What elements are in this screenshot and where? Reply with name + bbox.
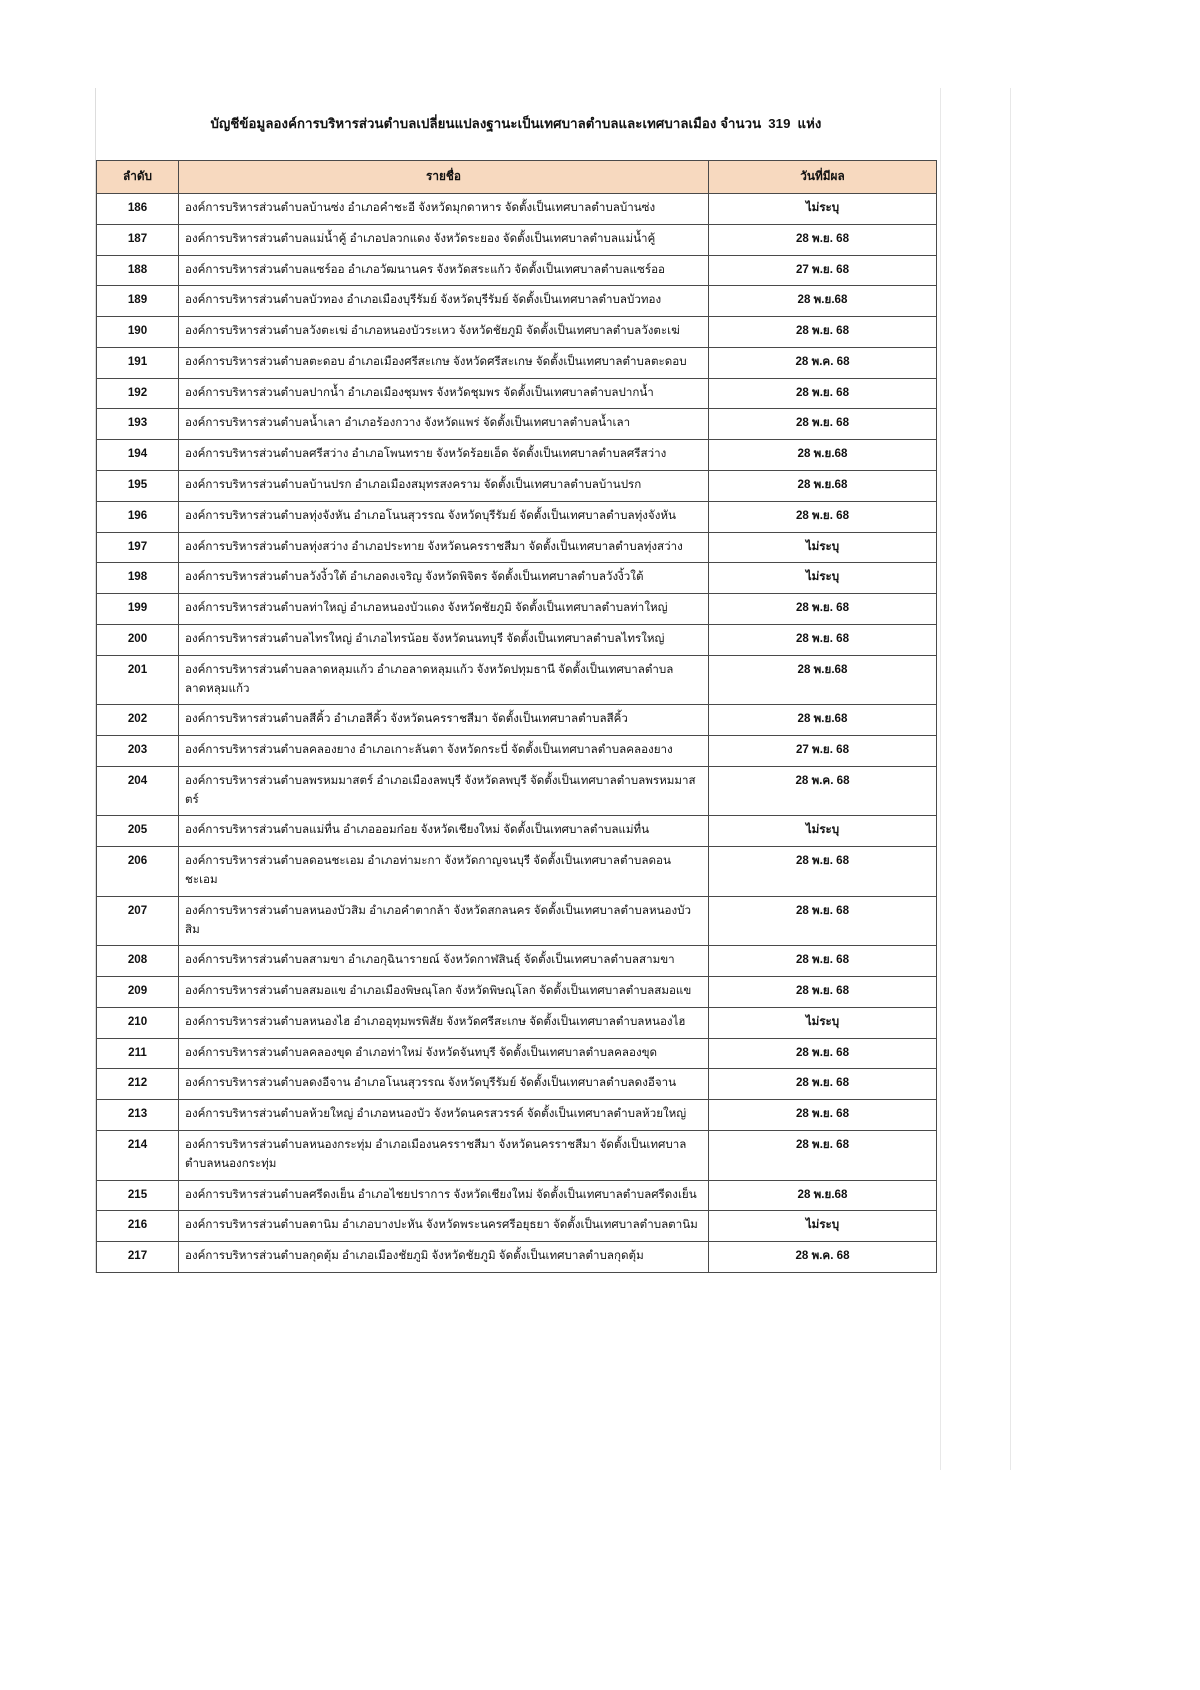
table-row <box>97 286 937 317</box>
table-row <box>97 655 937 705</box>
row-effective-date: 28 พ.ย.68 <box>709 286 937 317</box>
row-number: 208 <box>97 946 179 977</box>
row-number: 190 <box>97 317 179 348</box>
column-header-no: ลำดับ <box>97 161 179 194</box>
row-organization-name: องค์การบริหารส่วนตำบลคลองยาง อำเภอเกาะลันตา จังหวัดกระบี่ จัดตั้งเป็นเทศบาลตำบลคลองยาง <box>179 736 709 767</box>
row-organization-name: องค์การบริหารส่วนตำบลศรีดงเย็น อำเภอไชยปราการ จังหวัดเชียงใหม่ จัดตั้งเป็นเทศบาลตำบลศรีดงเย็น <box>179 1180 709 1211</box>
table-row <box>97 1211 937 1242</box>
row-organization-name: องค์การบริหารส่วนตำบลลาดหลุมแก้ว อำเภอลาดหลุมแก้ว จังหวัดปทุมธานี จัดตั้งเป็นเทศบาลตำบลลาดหลุมแก้ว <box>179 655 709 705</box>
document-title-suffix: แห่ง <box>797 116 822 132</box>
margin-rule-left <box>940 88 941 1470</box>
row-organization-name: องค์การบริหารส่วนตำบลหนองกระทุ่ม อำเภอเมืองนครราชสีมา จังหวัดนครราชสีมา จัดตั้งเป็นเทศบาลตำบลหนองกระทุ่ม <box>179 1131 709 1181</box>
row-organization-name: องค์การบริหารส่วนตำบลสามขา อำเภอกุฉินารายณ์ จังหวัดกาฬสินธุ์ จัดตั้งเป็นเทศบาลตำบลสามขา <box>179 946 709 977</box>
table-row <box>97 440 937 471</box>
row-organization-name: องค์การบริหารส่วนตำบลดอนชะเอม อำเภอท่ามะกา จังหวัดกาญจนบุรี จัดตั้งเป็นเทศบาลตำบลดอนชะเอม <box>179 847 709 897</box>
row-number: 196 <box>97 501 179 532</box>
row-organization-name: องค์การบริหารส่วนตำบลหนองบัวสิม อำเภอคำตากล้า จังหวัดสกลนคร จัดตั้งเป็นเทศบาลตำบลหนองบัวสิม <box>179 896 709 946</box>
row-number: 217 <box>97 1242 179 1273</box>
row-organization-name: องค์การบริหารส่วนตำบลทุ่งจังหัน อำเภอโนนสุวรรณ จังหวัดบุรีรัมย์ จัดตั้งเป็นเทศบาลตำบลทุ่งจังหัน <box>179 501 709 532</box>
row-organization-name: องค์การบริหารส่วนตำบลแซร์ออ อำเภอวัฒนานคร จังหวัดสระแก้ว จัดตั้งเป็นเทศบาลตำบลแซร์ออ <box>179 255 709 286</box>
row-effective-date: 28 พ.ย.68 <box>709 705 937 736</box>
table-row <box>97 347 937 378</box>
row-effective-date: ไม่ระบุ <box>709 194 937 225</box>
row-number: 195 <box>97 471 179 502</box>
row-organization-name: องค์การบริหารส่วนตำบลพรหมมาสตร์ อำเภอเมืองลพบุรี จังหวัดลพบุรี จัดตั้งเป็นเทศบาลตำบลพรหมมาสตร์ <box>179 766 709 816</box>
table-row <box>97 224 937 255</box>
row-organization-name: องค์การบริหารส่วนตำบลตะดอบ อำเภอเมืองศรีสะเกษ จังหวัดศรีสะเกษ จัดตั้งเป็นเทศบาลตำบลตะดอบ <box>179 347 709 378</box>
row-number: 197 <box>97 532 179 563</box>
row-number: 204 <box>97 766 179 816</box>
row-organization-name: องค์การบริหารส่วนตำบลไทรใหญ่ อำเภอไทรน้อย จังหวัดนนทบุรี จัดตั้งเป็นเทศบาลตำบลไทรใหญ่ <box>179 624 709 655</box>
row-number: 198 <box>97 563 179 594</box>
row-number: 200 <box>97 624 179 655</box>
table-row <box>97 766 937 816</box>
document-title <box>211 115 822 132</box>
table-row <box>97 705 937 736</box>
table-row <box>97 409 937 440</box>
row-effective-date: 28 พ.ค. 68 <box>709 1242 937 1273</box>
row-effective-date: ไม่ระบุ <box>709 1007 937 1038</box>
row-number: 205 <box>97 816 179 847</box>
row-effective-date: 28 พ.ย. 68 <box>709 896 937 946</box>
row-effective-date: 28 พ.ย. 68 <box>709 378 937 409</box>
row-number: 215 <box>97 1180 179 1211</box>
row-effective-date: 28 พ.ย. 68 <box>709 1069 937 1100</box>
table-row <box>97 1242 937 1273</box>
table-body <box>97 194 937 1273</box>
row-effective-date: 28 พ.ย.68 <box>709 471 937 502</box>
column-header-name: รายชื่อ <box>179 161 709 194</box>
row-effective-date: 28 พ.ย. 68 <box>709 977 937 1008</box>
row-number: 213 <box>97 1100 179 1131</box>
row-effective-date: 28 พ.ย. 68 <box>709 1038 937 1069</box>
table-row <box>97 563 937 594</box>
row-organization-name: องค์การบริหารส่วนตำบลดงอีจาน อำเภอโนนสุวรรณ จังหวัดบุรีรัมย์ จัดตั้งเป็นเทศบาลตำบลดงอีจาน <box>179 1069 709 1100</box>
row-organization-name: องค์การบริหารส่วนตำบลศรีสว่าง อำเภอโพนทราย จังหวัดร้อยเอ็ด จัดตั้งเป็นเทศบาลตำบลศรีสว่าง <box>179 440 709 471</box>
row-number: 207 <box>97 896 179 946</box>
row-number: 203 <box>97 736 179 767</box>
table-sheet <box>95 88 936 1273</box>
row-organization-name: องค์การบริหารส่วนตำบลวังตะเฆ่ อำเภอหนองบัวระเหว จังหวัดชัยภูมิ จัดตั้งเป็นเทศบาลตำบลวังตะเฆ่ <box>179 317 709 348</box>
table-row <box>97 532 937 563</box>
row-organization-name: องค์การบริหารส่วนตำบลกุดตุ้ม อำเภอเมืองชัยภูมิ จังหวัดชัยภูมิ จัดตั้งเป็นเทศบาลตำบลกุดตุ้ม <box>179 1242 709 1273</box>
row-effective-date: 28 พ.ค. 68 <box>709 347 937 378</box>
document-title-count: 319 <box>768 116 791 132</box>
row-effective-date: ไม่ระบุ <box>709 532 937 563</box>
row-effective-date: 28 พ.ย. 68 <box>709 594 937 625</box>
row-organization-name: องค์การบริหารส่วนตำบลตานิม อำเภอบางปะหัน จังหวัดพระนครศรีอยุธยา จัดตั้งเป็นเทศบาลตำบลตานิม <box>179 1211 709 1242</box>
table-row <box>97 501 937 532</box>
row-effective-date: ไม่ระบุ <box>709 1211 937 1242</box>
row-number: 193 <box>97 409 179 440</box>
row-number: 216 <box>97 1211 179 1242</box>
row-effective-date: 27 พ.ย. 68 <box>709 255 937 286</box>
row-organization-name: องค์การบริหารส่วนตำบลบ้านซ่ง อำเภอคำชะอี จังหวัดมุกดาหาร จัดตั้งเป็นเทศบาลตำบลบ้านซ่ง <box>179 194 709 225</box>
row-number: 186 <box>97 194 179 225</box>
row-organization-name: องค์การบริหารส่วนตำบลแม่น้ำคู้ อำเภอปลวกแดง จังหวัดระยอง จัดตั้งเป็นเทศบาลตำบลแม่น้ำคู้ <box>179 224 709 255</box>
table-row <box>97 194 937 225</box>
table-row <box>97 1069 937 1100</box>
row-organization-name: องค์การบริหารส่วนตำบลหนองไฮ อำเภออุทุมพรพิสัย จังหวัดศรีสะเกษ จัดตั้งเป็นเทศบาลตำบลหนองไฮ <box>179 1007 709 1038</box>
table-row <box>97 847 937 897</box>
row-number: 194 <box>97 440 179 471</box>
row-effective-date: 28 พ.ย.68 <box>709 1180 937 1211</box>
row-number: 189 <box>97 286 179 317</box>
row-effective-date: 28 พ.ย. 68 <box>709 224 937 255</box>
row-number: 187 <box>97 224 179 255</box>
row-organization-name: องค์การบริหารส่วนตำบลบัวทอง อำเภอเมืองบุรีรัมย์ จังหวัดบุรีรัมย์ จัดตั้งเป็นเทศบาลตำบลบัวทอง <box>179 286 709 317</box>
row-effective-date: 28 พ.ค. 68 <box>709 766 937 816</box>
table-row <box>97 1180 937 1211</box>
row-effective-date: 28 พ.ย. 68 <box>709 1131 937 1181</box>
row-number: 201 <box>97 655 179 705</box>
row-effective-date: 28 พ.ย.68 <box>709 655 937 705</box>
table-row <box>97 1038 937 1069</box>
row-number: 206 <box>97 847 179 897</box>
table-row <box>97 1100 937 1131</box>
table-row <box>97 255 937 286</box>
row-number: 188 <box>97 255 179 286</box>
row-number: 192 <box>97 378 179 409</box>
row-organization-name: องค์การบริหารส่วนตำบลบ้านปรก อำเภอเมืองสมุทรสงคราม จัดตั้งเป็นเทศบาลตำบลบ้านปรก <box>179 471 709 502</box>
row-effective-date: 28 พ.ย.68 <box>709 440 937 471</box>
table-row <box>97 946 937 977</box>
row-effective-date: 28 พ.ย. 68 <box>709 501 937 532</box>
row-organization-name: องค์การบริหารส่วนตำบลห้วยใหญ่ อำเภอหนองบัว จังหวัดนครสวรรค์ จัดตั้งเป็นเทศบาลตำบลห้วยใหญ่ <box>179 1100 709 1131</box>
row-number: 209 <box>97 977 179 1008</box>
document-title-band <box>96 88 936 160</box>
table-row <box>97 1007 937 1038</box>
table-row <box>97 896 937 946</box>
document-title-prefix: บัญชีข้อมูลองค์การบริหารส่วนตำบลเปลี่ยนแปลงฐานะเป็นเทศบาลตำบลและเทศบาลเมือง จำนวน <box>210 116 762 132</box>
row-number: 212 <box>97 1069 179 1100</box>
row-number: 214 <box>97 1131 179 1181</box>
table-row <box>97 378 937 409</box>
row-effective-date: 28 พ.ย. 68 <box>709 1100 937 1131</box>
table-row <box>97 471 937 502</box>
table-header-row <box>97 161 937 194</box>
row-effective-date: 28 พ.ย. 68 <box>709 847 937 897</box>
table-row <box>97 816 937 847</box>
margin-rule-right <box>1010 88 1011 1470</box>
table-row <box>97 624 937 655</box>
row-organization-name: องค์การบริหารส่วนตำบลคลองขุด อำเภอท่าใหม่ จังหวัดจันทบุรี จัดตั้งเป็นเทศบาลตำบลคลองขุด <box>179 1038 709 1069</box>
row-effective-date: 28 พ.ย. 68 <box>709 409 937 440</box>
row-organization-name: องค์การบริหารส่วนตำบลปากน้ำ อำเภอเมืองชุมพร จังหวัดชุมพร จัดตั้งเป็นเทศบาลตำบลปากน้ำ <box>179 378 709 409</box>
table-header <box>97 161 937 194</box>
row-organization-name: องค์การบริหารส่วนตำบลสมอแข อำเภอเมืองพิษณุโลก จังหวัดพิษณุโลก จัดตั้งเป็นเทศบาลตำบลสมอแข <box>179 977 709 1008</box>
table-row <box>97 736 937 767</box>
row-organization-name: องค์การบริหารส่วนตำบลท่าใหญ่ อำเภอหนองบัวแดง จังหวัดชัยภูมิ จัดตั้งเป็นเทศบาลตำบลท่าใหญ่ <box>179 594 709 625</box>
row-effective-date: 28 พ.ย. 68 <box>709 624 937 655</box>
table-row <box>97 977 937 1008</box>
table-row <box>97 1131 937 1181</box>
row-effective-date: 28 พ.ย. 68 <box>709 317 937 348</box>
row-effective-date: 28 พ.ย. 68 <box>709 946 937 977</box>
column-header-date: วันที่มีผล <box>709 161 937 194</box>
row-number: 202 <box>97 705 179 736</box>
row-effective-date: ไม่ระบุ <box>709 563 937 594</box>
row-organization-name: องค์การบริหารส่วนตำบลน้ำเลา อำเภอร้องกวาง จังหวัดแพร่ จัดตั้งเป็นเทศบาลตำบลน้ำเลา <box>179 409 709 440</box>
table-row <box>97 317 937 348</box>
municipality-table <box>96 160 937 1273</box>
row-organization-name: องค์การบริหารส่วนตำบลวังงิ้วใต้ อำเภอดงเจริญ จังหวัดพิจิตร จัดตั้งเป็นเทศบาลตำบลวังงิ้วใต้ <box>179 563 709 594</box>
row-number: 199 <box>97 594 179 625</box>
row-effective-date: 27 พ.ย. 68 <box>709 736 937 767</box>
row-number: 210 <box>97 1007 179 1038</box>
row-number: 191 <box>97 347 179 378</box>
table-row <box>97 594 937 625</box>
row-number: 211 <box>97 1038 179 1069</box>
row-organization-name: องค์การบริหารส่วนตำบลแม่ทื่น อำเภอออมก๋อย จังหวัดเชียงใหม่ จัดตั้งเป็นเทศบาลตำบลแม่ทื่น <box>179 816 709 847</box>
row-organization-name: องค์การบริหารส่วนตำบลทุ่งสว่าง อำเภอประทาย จังหวัดนครราชสีมา จัดตั้งเป็นเทศบาลตำบลทุ่งสว่าง <box>179 532 709 563</box>
row-effective-date: ไม่ระบุ <box>709 816 937 847</box>
row-organization-name: องค์การบริหารส่วนตำบลสีคิ้ว อำเภอสีคิ้ว จังหวัดนครราชสีมา จัดตั้งเป็นเทศบาลตำบลสีคิ้ว <box>179 705 709 736</box>
